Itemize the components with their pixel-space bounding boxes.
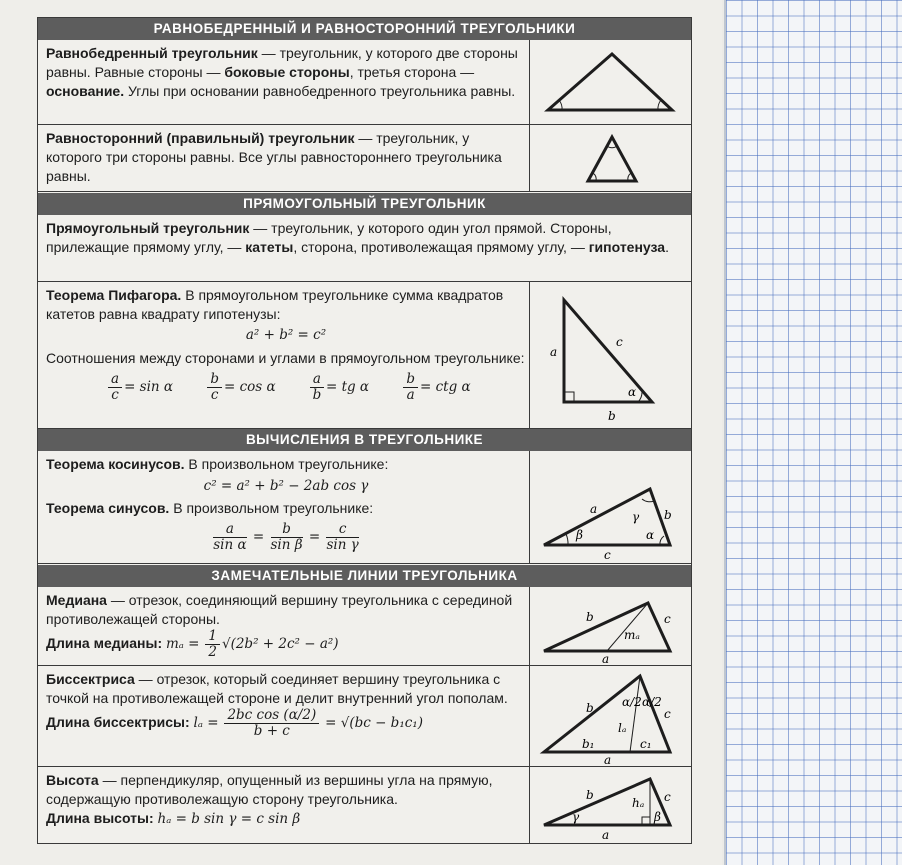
label-c: c (664, 612, 671, 626)
label-half-right: α/2 (642, 695, 662, 709)
den: 2 (208, 644, 217, 660)
den: sin γ (326, 537, 359, 553)
altitude-length-label: Длина высоты: (46, 810, 154, 826)
term-isosceles: Равнобедренный треугольник (46, 45, 258, 61)
term-lateral-sides: боковые стороны (224, 64, 350, 80)
label-c: c (604, 548, 611, 562)
term-hypotenuse: гипотенуза (588, 239, 666, 255)
equilateral-definition (46, 129, 526, 186)
term-equilateral: Равносторонний (правильный) треугольник (46, 130, 355, 146)
label-alpha: α (628, 385, 637, 399)
median-formula-right: √(2b² + 2c² − a²) (221, 636, 339, 653)
cosine-formula: c² = a² + b² − 2ab cos γ (203, 478, 369, 494)
text-part: В прямоугольном треугольнике сумма квадратов катетов равна квадрату гипотенузы: (46, 287, 504, 322)
num: 2bc cos (α/2) (224, 708, 319, 724)
term-sine-theorem: Теорема синусов. (46, 500, 170, 516)
label-a: a (604, 753, 612, 766)
label-c: c (616, 335, 623, 349)
num: b (207, 372, 222, 388)
row-bisector (38, 666, 691, 767)
median-formula-left: mₐ = (166, 636, 200, 653)
text-part: — отрезок, который соединяет вершину треугольника с точкой на противолежащей стороне и делит внутренний угол пополам. (46, 671, 508, 706)
pythagoras-formula: a² + b² = c² (245, 327, 327, 343)
text-part: , третья сторона — (349, 64, 475, 80)
section-header-isosceles: РАВНОБЕДРЕННЫЙ И РАВНОСТОРОННИЙ ТРЕУГОЛЬНИКИ (38, 18, 691, 40)
right-triangle-diagram (530, 282, 691, 428)
label-gamma: γ (632, 510, 640, 524)
equilateral-triangle-shape (588, 137, 636, 181)
row-isosceles (38, 40, 691, 125)
bisector-formula-right: = √(bc − b₁c₁) (325, 715, 423, 732)
right-triangle-shape (564, 300, 652, 402)
isosceles-definition (46, 44, 526, 101)
bisector-length (46, 708, 526, 739)
eq: = (252, 529, 265, 545)
section-header-right: ПРЯМОУГОЛЬНЫЙ ТРЕУГОЛЬНИК (38, 193, 691, 215)
label-c: c (664, 707, 671, 721)
rhs: = ctg α (420, 379, 471, 395)
general-triangle-diagram (530, 451, 691, 563)
bisector-diagram (530, 666, 691, 766)
altitude-block (46, 771, 526, 829)
row-median (38, 587, 691, 666)
term-legs: катеты (245, 239, 294, 255)
altitude-diagram (530, 767, 691, 843)
den: c (210, 387, 219, 403)
row-pythagoras (38, 282, 691, 429)
general-triangle-figure (529, 451, 691, 563)
rhs: = tg α (325, 379, 370, 395)
label-c1: c₁ (640, 737, 652, 751)
row-right-definition (38, 215, 691, 282)
text-part: В произвольном треугольнике: (169, 500, 374, 516)
median-diagram (530, 587, 691, 665)
ratio-ctg (401, 371, 471, 403)
term-base: основание. (46, 83, 125, 99)
rhs: = sin α (124, 379, 174, 395)
bisector-formula-left: lₐ = (193, 715, 219, 732)
label-h: hₐ (632, 796, 645, 810)
section-header-calc: ВЫЧИСЛЕНИЯ В ТРЕУГОЛЬНИКЕ (38, 429, 691, 451)
num: c (326, 522, 358, 538)
right-triangle-definition (46, 219, 686, 257)
pythagoras-block (46, 286, 526, 403)
median-triangle-shape (544, 603, 670, 651)
ratio-text: Соотношения между сторонами и углами в прямоугольном треугольнике: (46, 350, 525, 366)
theorems-block (46, 455, 526, 553)
isosceles-triangle-diagram (530, 40, 691, 124)
label-a: a (602, 652, 610, 665)
rhs: = cos α (223, 379, 276, 395)
equilateral-triangle-diagram (530, 125, 691, 191)
ratio-sin (106, 371, 174, 403)
bisector-line (630, 676, 640, 752)
bisector-figure (529, 666, 691, 766)
label-a: a (602, 828, 610, 842)
den: b + c (253, 723, 290, 739)
label-b: b (586, 788, 594, 802)
altitude-length (46, 809, 526, 829)
den: c (111, 387, 119, 403)
eq: = (308, 529, 321, 545)
den: a (406, 387, 415, 403)
ratio-cos (205, 371, 276, 403)
equilateral-figure (529, 125, 691, 191)
median-length-label: Длина медианы: (46, 635, 163, 652)
num: a (310, 372, 324, 388)
num: a (213, 522, 246, 538)
num: 1 (205, 629, 220, 645)
term-cosine-theorem: Теорема косинусов. (46, 456, 185, 472)
term-right-triangle: Прямоугольный треугольник (46, 220, 250, 236)
label-gamma: γ (572, 810, 580, 824)
bisector-block (46, 670, 526, 739)
den: sin α (213, 537, 247, 553)
ratio-tg (308, 371, 370, 403)
num: b (403, 372, 418, 388)
text-part: Углы при основании равнобедренного треугольника равны. (124, 83, 516, 99)
den: b (312, 387, 322, 403)
label-b: b (608, 409, 616, 423)
median-block (46, 591, 526, 660)
label-b: b (586, 610, 594, 624)
altitude-figure (529, 767, 691, 843)
text-part: — треугольник, у которого три стороны равны. Все углы равностороннего треугольника равны. (46, 130, 502, 184)
section-header-lines: ЗАМЕЧАТЕЛЬНЫЕ ЛИНИИ ТРЕУГОЛЬНИКА (38, 565, 691, 587)
right-triangle-figure (529, 282, 691, 428)
text-part: — треугольник, у которого один угол прямой. Стороны, прилежащие прямому углу, — (46, 220, 612, 255)
row-equilateral (38, 125, 691, 192)
reference-table (37, 17, 692, 844)
term-bisector: Биссектриса (46, 671, 135, 687)
text-part: — отрезок, соединяющий вершину треугольника с серединой противолежащей стороны. (46, 592, 513, 627)
beta-angle-mark (566, 534, 568, 545)
num: a (108, 372, 122, 388)
ratio-formulas (46, 372, 526, 403)
sine-formula (46, 522, 526, 553)
term-median: Медиана (46, 592, 107, 608)
isosceles-figure (529, 40, 691, 124)
label-a: a (550, 345, 558, 359)
altitude-triangle-shape (544, 779, 670, 825)
text-part: — перпендикуляр, опущенный из вершины угла на прямую, содержащую противолежащую сторону треугольника. (46, 772, 493, 807)
term-altitude: Высота (46, 772, 99, 788)
num: b (271, 522, 303, 538)
median-figure (529, 587, 691, 665)
graph-paper (724, 0, 902, 865)
label-b: b (586, 701, 594, 715)
label-a: a (590, 502, 598, 516)
label-m: mₐ (624, 628, 640, 642)
label-b1: b₁ (582, 737, 595, 751)
median-line (607, 603, 648, 651)
label-alpha: α (646, 528, 655, 542)
term-pythagoras: Теорема Пифагора. (46, 287, 182, 303)
text-part: . (665, 239, 669, 255)
text-part: В произвольном треугольнике: (184, 456, 389, 472)
label-c: c (664, 790, 671, 804)
bisector-length-label: Длина биссектрисы: (46, 714, 190, 731)
median-length (46, 629, 526, 660)
row-theorems (38, 451, 691, 564)
altitude-formula: hₐ = b sin γ = c sin β (157, 811, 301, 827)
label-beta: β (654, 810, 661, 824)
label-l: lₐ (618, 721, 627, 735)
text-part: — треугольник, у которого две стороны равны. Равные стороны — (46, 45, 518, 80)
den: sin β (270, 537, 303, 553)
isosceles-triangle-shape (548, 54, 672, 110)
label-b: b (664, 508, 672, 522)
label-half-left: α/2 (622, 695, 642, 709)
label-beta: β (576, 528, 583, 542)
text-part: , сторона, противолежащая прямому углу, — (293, 239, 589, 255)
row-altitude (38, 767, 691, 843)
